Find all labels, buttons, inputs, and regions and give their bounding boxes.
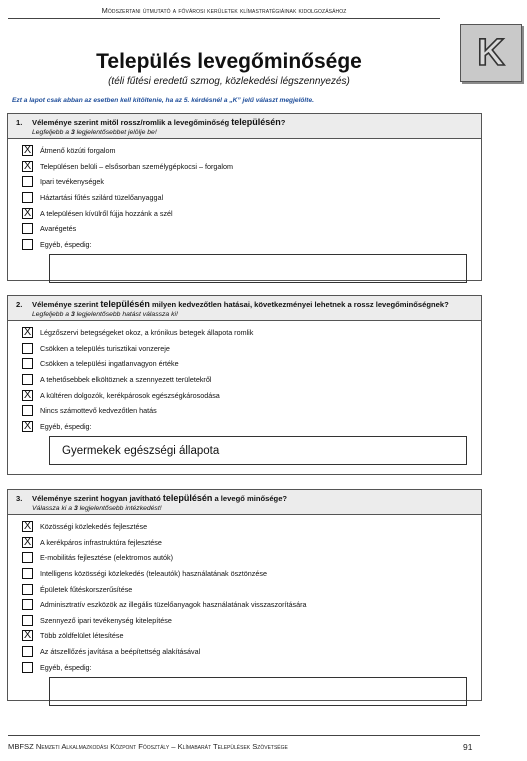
question-note: Válassza ki a 3 legjelentősebb intézkedést! <box>32 505 162 512</box>
footer-organization: MBFSZ Nemzeti Alkalmazkodási Központ Főosztály – Klímabarát Települések Szövetsége <box>8 742 288 751</box>
option-item[interactable] <box>22 159 481 175</box>
checkbox[interactable] <box>22 223 33 234</box>
page-title: Település levegőminősége <box>96 50 362 73</box>
option-label: Több zöldfelület létesítése <box>40 631 124 641</box>
option-label: Avarégetés <box>40 224 77 234</box>
fill-instruction: Ezt a lapot csak abban az esetben kell kitöltenie, ha az 5. kérdésnél a „K” jelű választ megjelölte. <box>12 97 314 104</box>
option-label: Egyéb, éspedig: <box>40 662 92 672</box>
option-item[interactable] <box>22 535 481 551</box>
question-number: 1. <box>16 118 23 127</box>
checkbox[interactable] <box>22 599 33 610</box>
section-badge <box>460 24 522 82</box>
option-label: Átmenő közúti forgalom <box>40 146 116 156</box>
option-item[interactable] <box>22 205 481 221</box>
option-label: A tehetősebbek elköltöznek a szennyezett területekről <box>40 375 212 385</box>
option-item[interactable] <box>22 387 481 403</box>
option-item[interactable] <box>22 190 481 206</box>
option-label: A településen kívülről fújja hozzánk a szél <box>40 208 173 218</box>
option-item[interactable] <box>22 550 481 566</box>
option-label: Intelligens közösségi közlekedés (teleautók) használatának ösztönzése <box>40 569 267 579</box>
checkbox[interactable]: X <box>23 326 32 339</box>
option-item[interactable] <box>22 325 481 341</box>
checkbox[interactable]: X <box>23 535 32 548</box>
other-answer-field[interactable] <box>49 677 467 706</box>
checkbox[interactable] <box>22 662 33 673</box>
option-item[interactable] <box>22 613 481 629</box>
checkbox[interactable] <box>22 358 33 369</box>
header-divider <box>8 18 440 19</box>
option-item[interactable] <box>22 628 481 644</box>
option-label: E-mobilitás fejlesztése (elektromos autók) <box>40 553 174 563</box>
option-label: Csökken a település turisztikai vonzereje <box>40 343 170 353</box>
other-answer-field[interactable]: Gyermekek egészségi állapota <box>49 436 467 465</box>
option-label: Szennyező ipari tevékenység kitelepítése <box>40 615 172 625</box>
option-item[interactable] <box>22 356 481 372</box>
option-item[interactable] <box>22 237 481 253</box>
option-label: Egyéb, éspedig: <box>40 421 92 431</box>
option-item[interactable] <box>22 419 481 435</box>
option-item[interactable] <box>22 519 481 535</box>
option-label: Egyéb, éspedig: <box>40 239 92 249</box>
question-header <box>8 490 481 515</box>
checkbox[interactable] <box>22 405 33 416</box>
checkbox[interactable]: X <box>23 144 32 157</box>
checkbox[interactable]: X <box>23 206 32 219</box>
other-answer-field[interactable] <box>49 254 467 283</box>
option-list <box>8 321 481 465</box>
question-note: Legfeljebb a 3 legjelentősebb hatást válassza ki! <box>32 311 178 318</box>
option-label: Az átszellőzés javítása a beépítettség alakításával <box>40 647 201 657</box>
option-item[interactable] <box>22 403 481 419</box>
running-header: Módszertani útmutató a fővárosi kerületek klímastratégiáinak kidolgozásához <box>101 6 347 15</box>
question-number: 2. <box>16 300 23 309</box>
checkbox[interactable] <box>22 192 33 203</box>
option-item[interactable] <box>22 341 481 357</box>
checkbox[interactable] <box>22 374 33 385</box>
checkbox[interactable] <box>22 343 33 354</box>
checkbox[interactable] <box>22 176 33 187</box>
checkbox[interactable]: X <box>23 629 32 642</box>
option-item[interactable] <box>22 644 481 660</box>
option-label: Nincs számottevő kedvezőtlen hatás <box>40 406 157 416</box>
question-header <box>8 114 481 139</box>
checkbox[interactable] <box>22 584 33 595</box>
option-label: Csökken a települési ingatlanvagyon értéke <box>40 359 179 369</box>
checkbox[interactable] <box>22 552 33 563</box>
option-list <box>8 515 481 706</box>
option-item[interactable] <box>22 597 481 613</box>
option-label: Településen belüli – elsősorban személygépkocsi – forgalom <box>40 161 233 171</box>
option-list <box>8 139 481 283</box>
option-item[interactable] <box>22 566 481 582</box>
checkbox[interactable] <box>22 646 33 657</box>
page-subtitle: (téli fűtési eredetű szmog, közlekedési légszennyezés) <box>108 76 350 87</box>
option-label: Légzőszervi betegségeket okoz, a krónikus betegek állapota romlik <box>40 328 254 338</box>
checkbox[interactable]: X <box>23 159 32 172</box>
option-label: Háztartási fűtés szilárd tüzelőanyaggal <box>40 193 164 203</box>
option-item[interactable] <box>22 372 481 388</box>
question-text: Véleménye szerint hogyan javítható településén a levegő minősége? <box>32 493 288 503</box>
option-item[interactable] <box>22 221 481 237</box>
option-label: Épületek fűtéskorszerűsítése <box>40 584 133 594</box>
question-section-3 <box>7 489 482 701</box>
checkbox[interactable]: X <box>23 388 32 401</box>
question-section-1 <box>7 113 482 281</box>
option-item[interactable] <box>22 143 481 159</box>
footer-divider <box>8 735 480 736</box>
option-item[interactable] <box>22 174 481 190</box>
checkbox[interactable] <box>22 615 33 626</box>
checkbox[interactable] <box>22 239 33 250</box>
option-item[interactable] <box>22 659 481 675</box>
checkbox[interactable]: X <box>23 419 32 432</box>
question-text: Véleménye szerint településén milyen kedvezőtlen hatásai, következményei lehetnek a rossz levegőminőségnek? <box>32 299 449 309</box>
option-label: Közösségi közlekedés fejlesztése <box>40 522 148 532</box>
option-item[interactable] <box>22 581 481 597</box>
checkbox[interactable] <box>22 568 33 579</box>
question-note: Legfeljebb a 3 legjelentősebbet jelölje be! <box>32 129 157 136</box>
question-number: 3. <box>16 494 23 503</box>
question-header <box>8 296 481 321</box>
question-section-2 <box>7 295 482 475</box>
question-text: Véleménye szerint mitől rossz/romlik a levegőminőség településén? <box>32 117 286 127</box>
checkbox[interactable]: X <box>23 520 32 533</box>
option-label: Ipari tevékenységek <box>40 177 104 187</box>
option-label: A kerékpáros infrastruktúra fejlesztése <box>40 537 162 547</box>
page-number: 91 <box>463 742 473 752</box>
option-label: Adminisztratív eszközök az illegális tüzelőanyagok használatának visszaszorítására <box>40 600 307 610</box>
badge-letter: K <box>477 31 505 74</box>
option-label: A kültéren dolgozók, kerékpárosok egészségkárosodása <box>40 390 220 400</box>
